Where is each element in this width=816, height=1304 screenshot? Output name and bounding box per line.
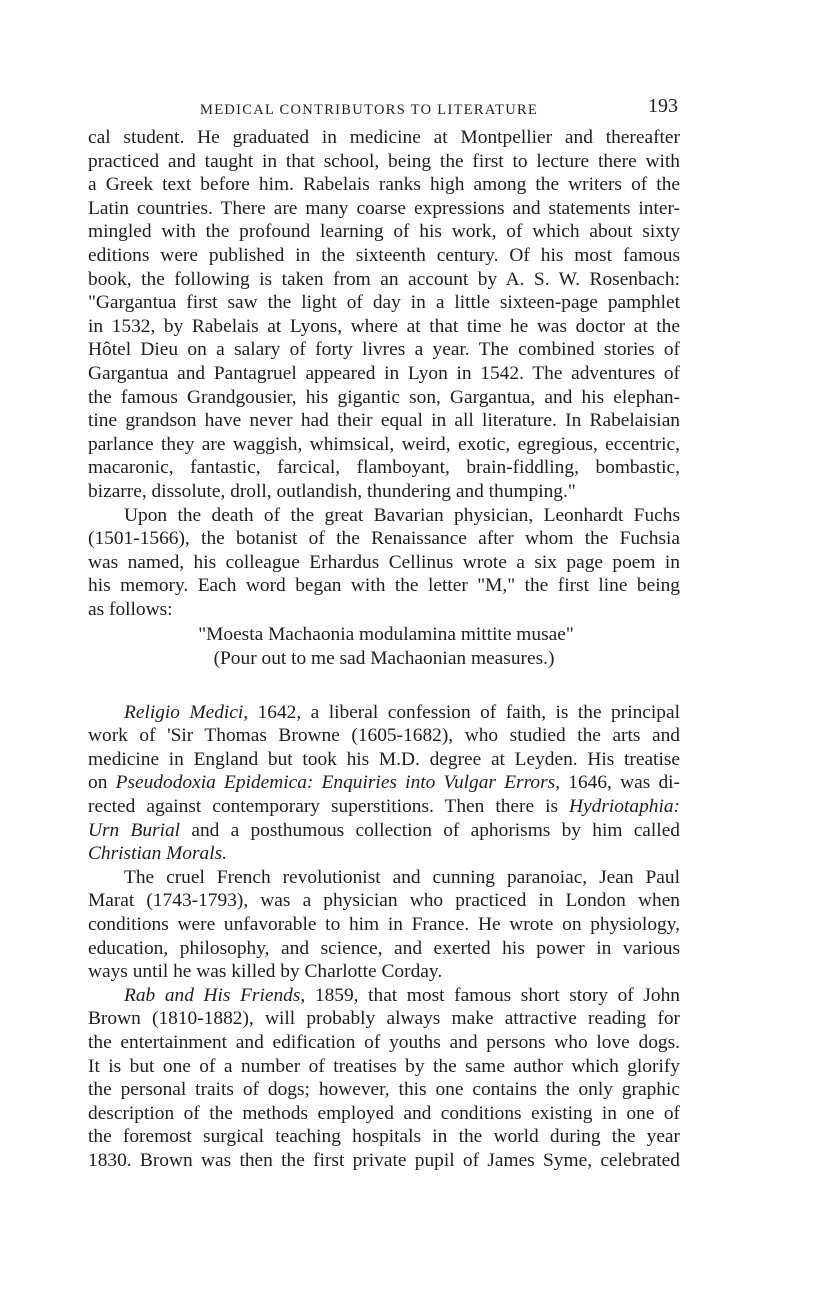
text-line: a Greek text before him. Rabelais ranks high among the writers of the (88, 174, 680, 196)
text-line: ways until he was killed by Charlotte Corday. (88, 961, 443, 983)
text-line: book, the following is taken from an account by A. S. W. Rosenbach: (88, 268, 680, 290)
text-fragment: rected against contemporary superstitions. Then there is (88, 796, 570, 818)
book-title: Hydriotaphia: (569, 796, 680, 818)
text-line: education, philosophy, and science, and exerted his power in various (88, 937, 680, 959)
text-line: practiced and taught in that school, being the first to lecture there with (88, 150, 680, 172)
text-line (88, 819, 680, 843)
text-line: description of the methods employed and conditions existing in one of (88, 1102, 680, 1124)
text-line: Marat (1743-1793), was a physician who practiced in London when (88, 890, 680, 912)
text-line (88, 771, 680, 795)
text-line: 1830. Brown was then the first private pupil of James Syme, celebrated (88, 1149, 680, 1171)
text-line: macaronic, fantastic, farcical, flamboyant, brain-fiddling, bombastic, (88, 457, 680, 479)
paragraph-brown (88, 984, 680, 1173)
text-line: "Gargantua first saw the light of day in a little sixteen-page pamphlet (88, 292, 680, 314)
text-line: the personal traits of dogs; however, this one contains the only graphic (88, 1079, 680, 1101)
text-fragment: and a posthumous collection of aphorisms by him called (180, 819, 680, 841)
text-line: in 1532, by Rabelais at Lyons, where at that time he was doctor at the (88, 315, 680, 337)
text-line: the foremost surgical teaching hospitals in the world during the year (88, 1126, 680, 1148)
book-page (88, 96, 680, 1173)
text-line: editions were published in the sixteenth century. Of his most famous (88, 244, 680, 266)
text-fragment: 1642, a liberal confession of faith, is the principal (248, 701, 680, 723)
text-line: The cruel French revolutionist and cunning paranoiac, Jean Paul (124, 866, 680, 888)
text-line: mingled with the profound learning of his work, of which about sixty (88, 221, 680, 243)
text-line (88, 701, 680, 725)
running-head: MEDICAL CONTRIBUTORS TO LITERATURE (200, 102, 539, 118)
text-line: Hôtel Dieu on a salary of forty livres a year. The combined stories of (88, 339, 680, 361)
book-title: Rab and His Friends, (124, 984, 306, 1006)
text-fragment: 1646, was di- (560, 772, 680, 794)
text-line: medicine in England but took his M.D. degree at Leyden. His treatise (88, 748, 680, 770)
paragraph-marat (88, 866, 680, 984)
text-line: Brown (1810-1882), will probably always make attractive reading for (88, 1008, 680, 1030)
book-title: Religio Medici, (124, 701, 249, 723)
text-line: Upon the death of the great Bavarian physician, Leonhardt Fuchs (124, 504, 680, 526)
book-title: Urn Burial (88, 819, 181, 841)
paragraph-browne (88, 701, 680, 866)
book-title: Pseudodoxia Epidemica: Enquiries into Vulgar Errors, (115, 772, 561, 794)
text-line: tine grandson have never had their equal in all literature. In Rabelaisian (88, 410, 680, 432)
text-line: Gargantua and Pantagruel appeared in Lyon in 1542. The adventures of (88, 362, 680, 384)
text-fragment: 1859, that most famous short story of John (305, 984, 680, 1006)
text-line: (1501-1566), the botanist of the Renaissance after whom the Fuchsia (88, 528, 680, 550)
book-title: Christian Morals. (88, 843, 227, 865)
text-line (88, 795, 680, 819)
text-line: Latin countries. There are many coarse expressions and statements inter- (88, 197, 680, 219)
text-line (88, 984, 680, 1008)
page-number: 193 (648, 95, 678, 117)
text-line: It is but one of a number of treatises by the same author which glorify (88, 1055, 680, 1077)
text-line: was named, his colleague Erhardus Cellinus wrote a six page poem in (88, 551, 680, 573)
poem-quote (88, 623, 680, 670)
paragraph-rabelais (88, 126, 680, 504)
text-line (88, 842, 680, 866)
text-line: as follows: (88, 598, 173, 620)
text-line: parlance they are waggish, whimsical, weird, exotic, egregious, eccentric, (88, 433, 680, 455)
quote-translation: (Pour out to me sad Machaonian measures.) (213, 648, 555, 670)
text-line: his memory. Each word began with the letter "M," the first line being (88, 575, 680, 597)
page-header (88, 96, 680, 126)
text-line: cal student. He graduated in medicine at Montpellier and thereafter (88, 127, 680, 148)
text-line: the entertainment and edification of youths and persons who love dogs. (88, 1031, 680, 1053)
paragraph-fuchs (88, 504, 680, 622)
text-fragment: on (88, 772, 116, 794)
text-line: bizarre, dissolute, droll, outlandish, thundering and thumping." (88, 480, 576, 502)
quote-latin: "Moesta Machaonia modulamina mittite musae" (198, 624, 574, 646)
text-line: conditions were unfavorable to him in France. He wrote on physiology, (88, 914, 680, 935)
text-line: work of 'Sir Thomas Browne (1605-1682), who studied the arts and (88, 725, 680, 747)
text-line: the famous Grandgousier, his gigantic son, Gargantua, and his elephan- (88, 386, 680, 408)
